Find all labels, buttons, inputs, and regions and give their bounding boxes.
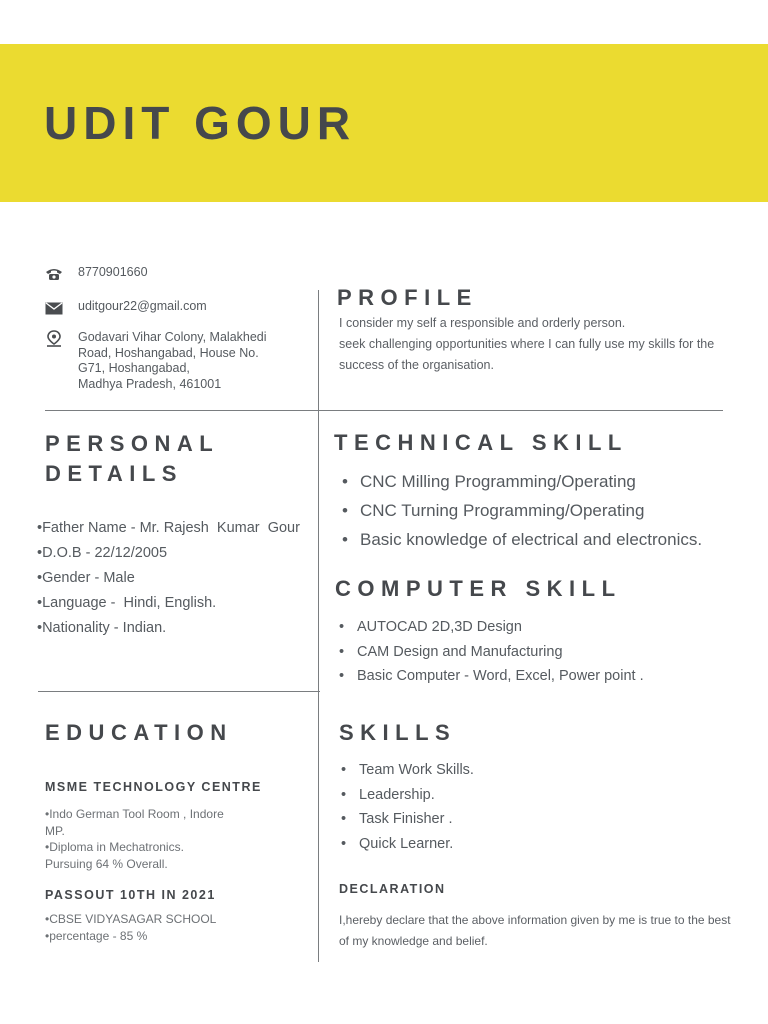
list-item: • Team Work Skills. — [337, 758, 637, 783]
personal-heading-line-2: DETAILS — [45, 461, 183, 486]
education-details: •Indo German Tool Room , Indore MP. •Diploma in Mechatronics. Pursuing 64 % Overall. — [45, 807, 224, 871]
list-item: • Leadership. — [337, 783, 637, 808]
list-item: •D.O.B - 22/12/2005 — [37, 545, 168, 561]
list-item: • Basic Computer - Word, Excel, Power point . — [335, 664, 735, 689]
profile-text — [339, 313, 739, 376]
personal-details-list — [37, 516, 300, 641]
list-item: • CNC Turning Programming/Operating — [338, 496, 738, 525]
education-school: •CBSE VIDYASAGAR SCHOOL •percentage - 85 % — [45, 912, 217, 943]
education-heading: EDUCATION — [45, 720, 233, 745]
computer-skill-heading: COMPUTER SKILL — [335, 576, 622, 601]
phone-number: 8770901660 — [78, 265, 148, 279]
declaration-text: I,hereby declare that the above information given by me is true to the best of my knowledge and belief. — [339, 913, 731, 948]
skills-list — [337, 758, 637, 856]
candidate-name: UDIT GOUR — [44, 97, 357, 149]
mail-icon — [44, 299, 64, 317]
list-item: • AUTOCAD 2D,3D Design — [335, 615, 735, 640]
computer-skill-list — [335, 615, 735, 689]
profile-line-2: seek challenging opportunities where I can fully use my skills for the success of the organisation. — [339, 337, 715, 372]
declaration-heading: DECLARATION — [339, 882, 446, 896]
list-item: • CNC Milling Programming/Operating — [338, 467, 738, 496]
education-passout: PASSOUT 10TH IN 2021 — [45, 888, 216, 902]
skills-heading: SKILLS — [339, 720, 457, 745]
contact-phone — [44, 265, 148, 283]
email-address: uditgour22@gmail.com — [78, 299, 207, 313]
personal-details-heading — [45, 429, 219, 489]
contact-address — [44, 330, 267, 392]
phone-icon — [44, 265, 64, 283]
profile-line-1: I consider my self a responsible and orderly person. — [339, 316, 626, 330]
contact-email — [44, 299, 207, 317]
education-institution: MSME TECHNOLOGY CENTRE — [45, 780, 262, 794]
list-item: •Language - Hindi, English. — [37, 595, 217, 611]
list-item: •Nationality - Indian. — [37, 620, 167, 636]
technical-skill-heading: TECHNICAL SKILL — [334, 430, 628, 455]
profile-heading: PROFILE — [337, 285, 478, 310]
vertical-divider — [318, 290, 319, 962]
list-item: • CAM Design and Manufacturing — [335, 640, 735, 665]
horizontal-divider-left — [38, 691, 320, 692]
address: Godavari Vihar Colony, Malakhedi Road, Hoshangabad, House No. G71, Hoshangabad, Madhya Pradesh, 461001 — [78, 330, 267, 391]
list-item: •Gender - Male — [37, 570, 135, 586]
technical-skill-list — [338, 467, 738, 554]
list-item: • Quick Learner. — [337, 832, 637, 857]
personal-heading-line-1: PERSONAL — [45, 431, 220, 456]
list-item: •Father Name - Mr. Rajesh Kumar Gour — [37, 520, 300, 536]
list-item: • Basic knowledge of electrical and electronics. — [338, 525, 738, 554]
list-item: • Task Finisher . — [337, 807, 637, 832]
horizontal-divider-top — [45, 410, 723, 411]
location-pin-icon — [44, 330, 64, 348]
